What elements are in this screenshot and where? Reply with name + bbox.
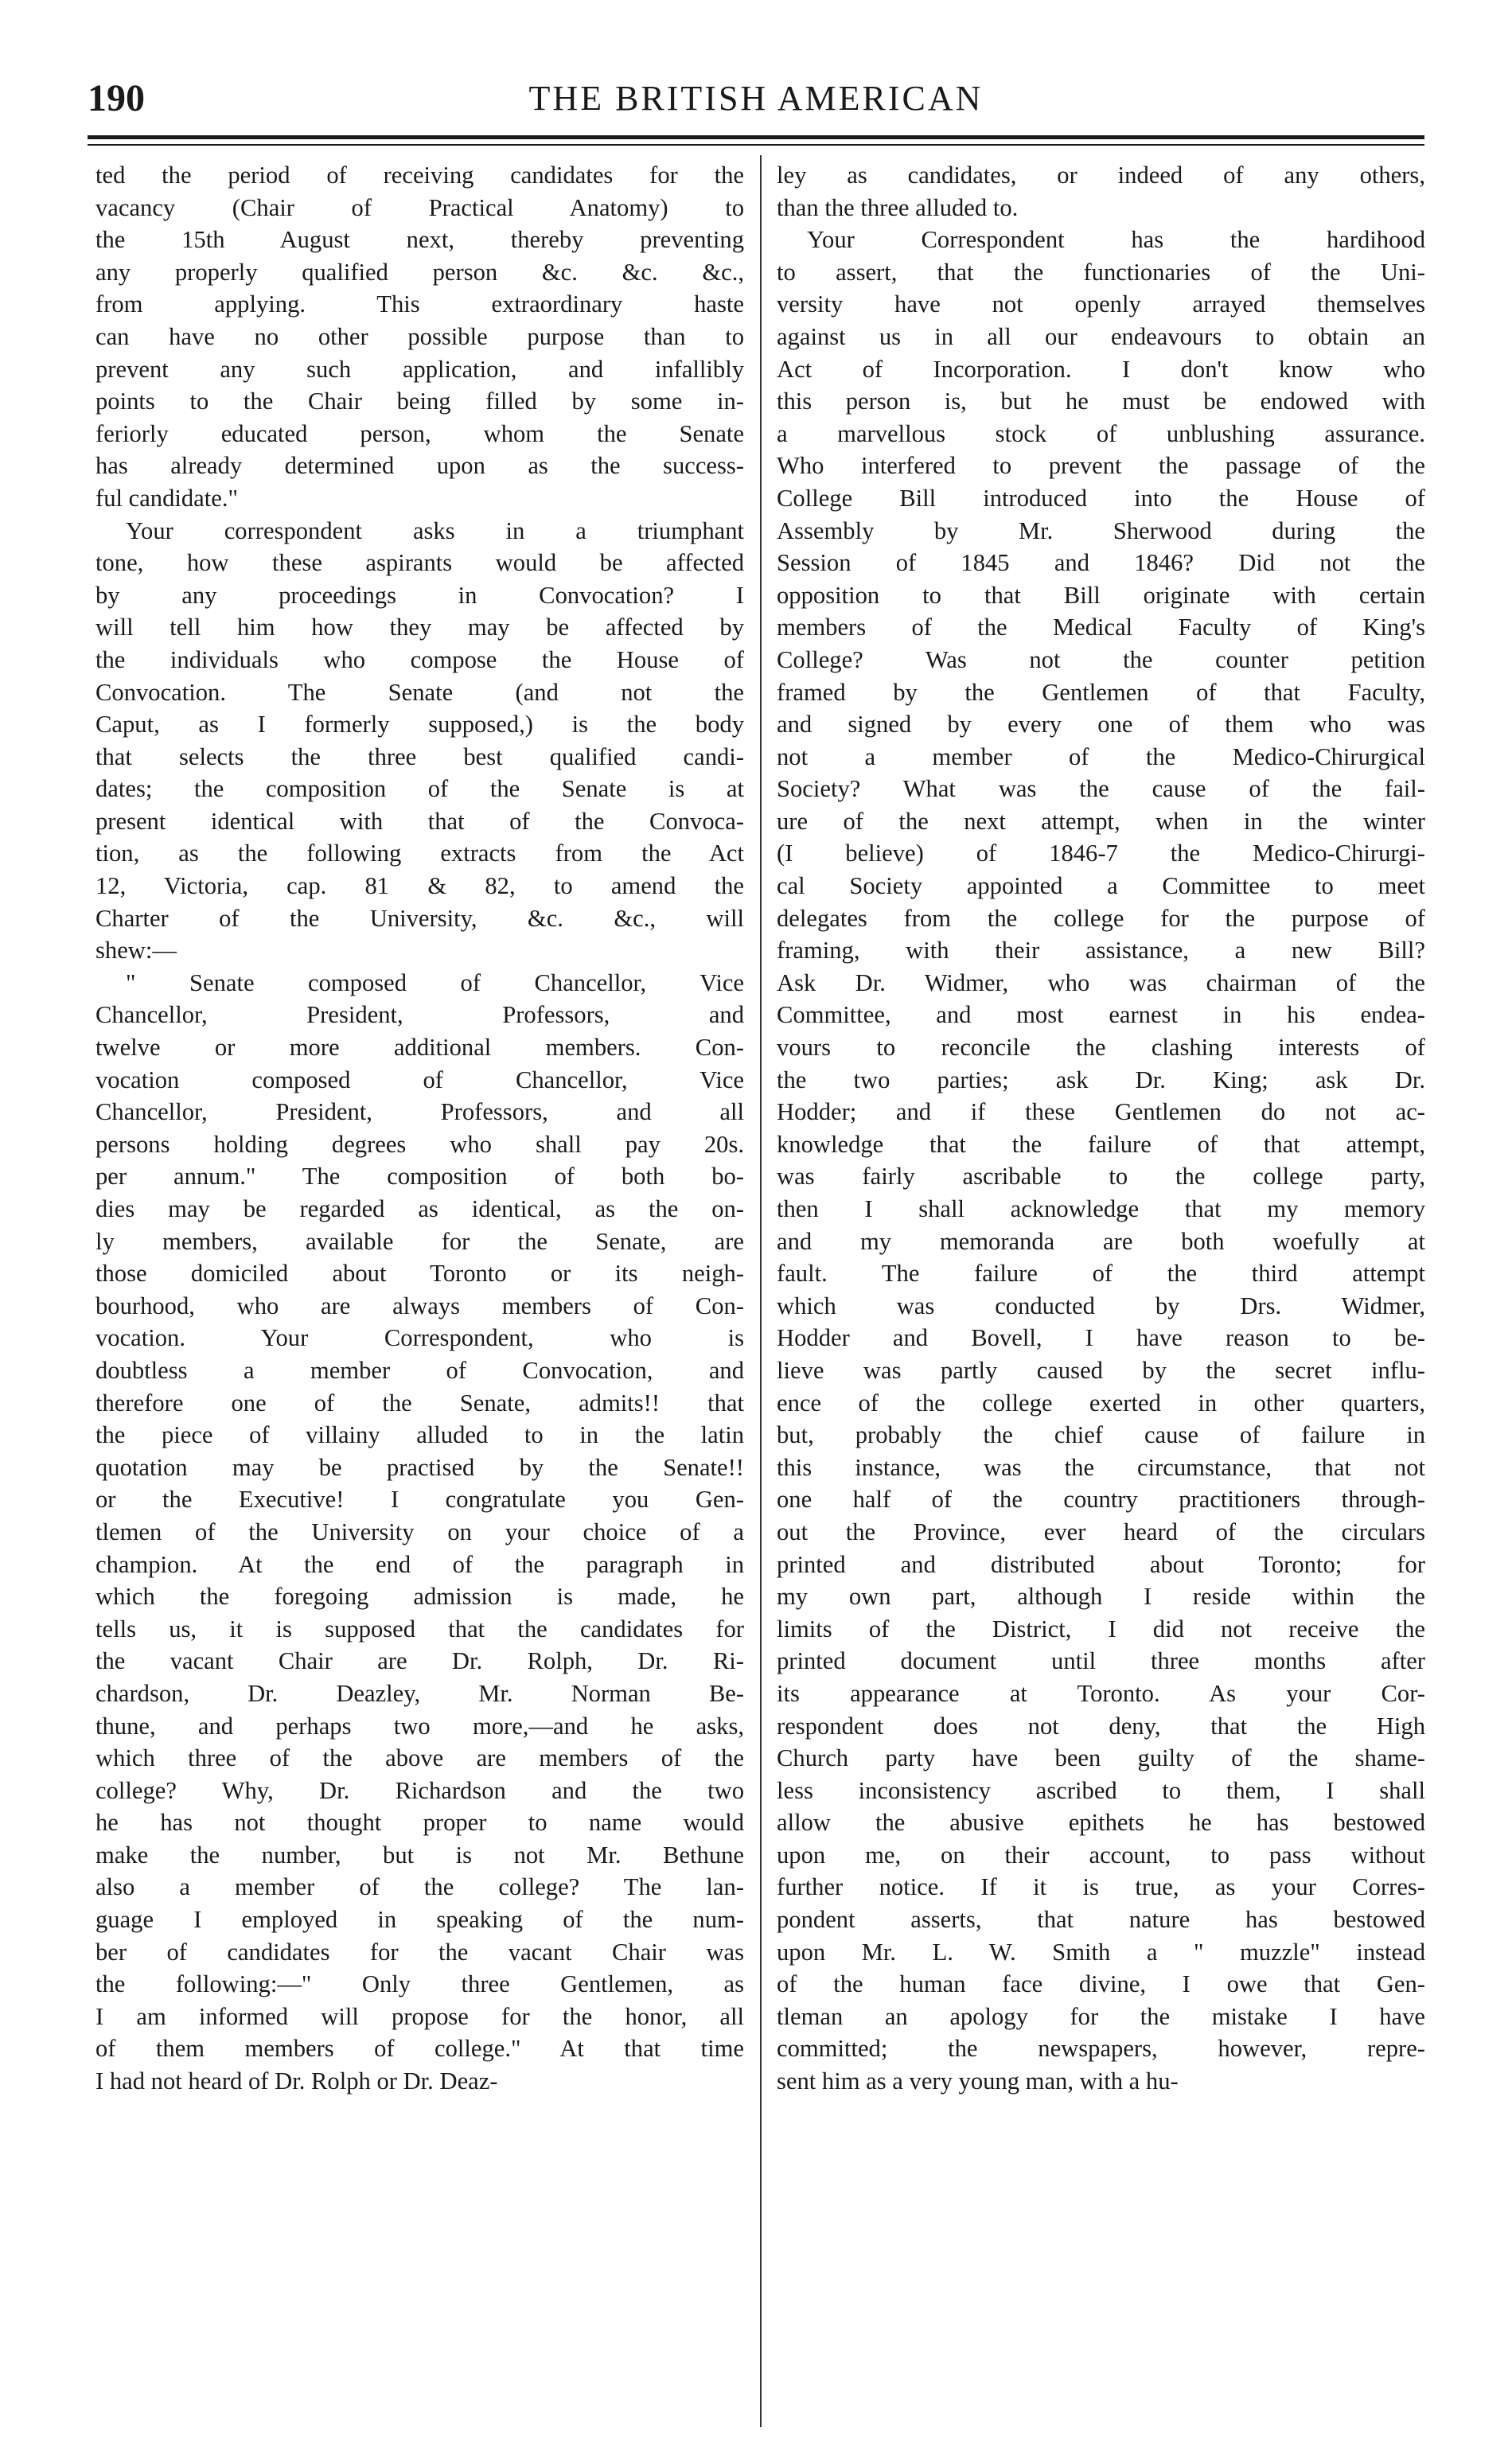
text-line: printed and distributed about Toronto; for: [777, 1550, 1425, 1578]
text-line: which the foregoing admission is made, he: [95, 1583, 744, 1611]
text-line: therefore one of the Senate, admits!! that: [95, 1389, 744, 1417]
text-line: Hodder; and if these Gentlemen do not ac-: [777, 1098, 1425, 1126]
text-line: doubtless a member of Convocation, and: [95, 1356, 744, 1384]
text-line: and my memoranda are both woefully at: [777, 1227, 1425, 1255]
text-line: (I believe) of 1846-7 the Medico-Chirurgi-: [777, 840, 1425, 867]
text-line: prevent any such application, and infallibly: [95, 355, 744, 383]
text-line: feriorly educated person, whom the Senate: [95, 419, 744, 447]
text-line: ure of the next attempt, when in the winter: [777, 807, 1425, 835]
text-line: was fairly ascribable to the college party,: [777, 1163, 1425, 1191]
text-line: shew:—: [95, 937, 177, 965]
text-line: opposition to that Bill originate with certain: [777, 581, 1425, 609]
text-line: thune, and perhaps two more,—and he asks,: [95, 1712, 744, 1740]
text-line: Church party have been guilty of the shame-: [777, 1744, 1425, 1772]
text-line: not a member of the Medico-Chirurgical: [777, 742, 1425, 770]
text-line: tion, as the following extracts from the Act: [95, 840, 744, 867]
text-line: tlemen of the University on your choice of a: [95, 1518, 744, 1545]
text-line: can have no other possible purpose than to: [95, 322, 744, 350]
text-line: this person is, but he must be endowed with: [777, 388, 1425, 415]
text-line: which was conducted by Drs. Widmer,: [777, 1292, 1425, 1319]
text-line: committed; the newspapers, however, repre-: [777, 2035, 1425, 2063]
text-line: a marvellous stock of unblushing assurance.: [777, 419, 1425, 447]
text-line: ful candidate.": [95, 484, 238, 512]
text-line: less inconsistency ascribed to them, I shall: [777, 1776, 1425, 1804]
text-line: tleman an apology for the mistake I have: [777, 2002, 1425, 2030]
text-line: allow the abusive epithets he has bestowed: [777, 1809, 1425, 1837]
text-line: lieve was partly caused by the secret influ-: [777, 1356, 1425, 1384]
text-line: vacancy (Chair of Practical Anatomy) to: [95, 193, 744, 221]
text-line: Charter of the University, &c. &c., will: [95, 904, 744, 932]
text-line: ence of the college exerted in other quarters,: [777, 1389, 1425, 1417]
text-line: the vacant Chair are Dr. Rolph, Dr. Ri-: [95, 1647, 744, 1675]
text-line: make the number, but is not Mr. Bethune: [95, 1841, 744, 1869]
text-line: also a member of the college? The lan-: [95, 1873, 744, 1901]
text-line: any properly qualified person &c. &c. &c.,: [95, 258, 744, 286]
text-line: points to the Chair being filled by some in-: [95, 388, 744, 415]
text-line: Convocation. The Senate (and not the: [95, 678, 744, 706]
text-line: by any proceedings in Convocation? I: [95, 581, 744, 609]
text-line: ly members, available for the Senate, are: [95, 1227, 744, 1255]
text-line: Committee, and most earnest in his endea-: [777, 1001, 1425, 1029]
text-line: the individuals who compose the House of: [95, 645, 744, 673]
text-line: dies may be regarded as identical, as the on-: [95, 1195, 744, 1222]
text-line: those domiciled about Toronto or its neigh-: [95, 1260, 744, 1288]
text-line: vocation composed of Chancellor, Vice: [95, 1066, 744, 1093]
text-line: I am informed will propose for the honor, all: [95, 2002, 744, 2030]
text-line: Ask Dr. Widmer, who was chairman of the: [777, 968, 1425, 996]
text-line: that selects the three best qualified candi-: [95, 742, 744, 770]
text-line: framing, with their assistance, a new Bill?: [777, 937, 1425, 965]
text-line: or the Executive! I congratulate you Gen-: [95, 1486, 744, 1514]
text-line: knowledge that the failure of that attempt,: [777, 1130, 1425, 1158]
text-line: Act of Incorporation. I don't know who: [777, 355, 1425, 383]
text-line: 12, Victoria, cap. 81 & 82, to amend the: [95, 872, 744, 900]
text-line: has already determined upon as the success-: [95, 452, 744, 480]
text-line: Chancellor, President, Professors, and all: [95, 1098, 744, 1126]
text-line: will tell him how they may be affected by: [95, 614, 744, 641]
text-line: from applying. This extraordinary haste: [95, 290, 744, 318]
text-line: ber of candidates for the vacant Chair was: [95, 1938, 744, 1966]
text-line: guage I employed in speaking of the num-: [95, 1906, 744, 1934]
text-line: the following:—" Only three Gentlemen, as: [95, 1970, 744, 1998]
text-line: persons holding degrees who shall pay 20s.: [95, 1130, 744, 1158]
text-line: Session of 1845 and 1846? Did not the: [777, 549, 1425, 577]
text-line: than the three alluded to.: [777, 193, 1019, 221]
text-line: the two parties; ask Dr. King; ask Dr.: [777, 1066, 1425, 1093]
running-title: THE BRITISH AMERICAN: [528, 79, 984, 118]
text-line: which three of the above are members of the: [95, 1744, 744, 1772]
text-line: my own part, although I reside within the: [777, 1583, 1425, 1611]
text-line: cal Society appointed a Committee to meet: [777, 872, 1425, 900]
text-line: framed by the Gentlemen of that Faculty,: [777, 678, 1425, 706]
text-line: versity have not openly arrayed themselves: [777, 290, 1425, 318]
text-line: of the human face divine, I owe that Gen-: [777, 1970, 1425, 1998]
text-line: dates; the composition of the Senate is at: [95, 775, 744, 803]
text-line: one half of the country practitioners through-: [777, 1486, 1425, 1514]
text-line: twelve or more additional members. Con-: [95, 1034, 744, 1062]
text-line: fault. The failure of the third attempt: [777, 1260, 1425, 1288]
right-column: [777, 159, 1425, 2098]
text-line: ley as candidates, or indeed of any others,: [777, 162, 1425, 189]
text-line: ted the period of receiving candidates for the: [95, 162, 744, 189]
text-line: printed document until three months after: [777, 1647, 1425, 1675]
text-line: Hodder and Bovell, I have reason to be-: [777, 1324, 1425, 1352]
page-header: [88, 76, 1424, 132]
text-line: Who interfered to prevent the passage of the: [777, 452, 1425, 480]
text-line: Chancellor, President, Professors, and: [95, 1001, 744, 1029]
text-line: quotation may be practised by the Senate!!: [95, 1453, 744, 1481]
text-line: College Bill introduced into the House of: [777, 484, 1425, 512]
header-rule-thick: [88, 135, 1424, 139]
text-line: tone, how these aspirants would be affected: [95, 549, 744, 577]
header-rule-thin: [88, 144, 1424, 146]
text-line: he has not thought proper to name would: [95, 1809, 744, 1837]
text-line: pondent asserts, that nature has bestowed: [777, 1906, 1425, 1934]
text-line: further notice. If it is true, as your Corres-: [777, 1873, 1425, 1901]
text-line: " Senate composed of Chancellor, Vice: [126, 968, 744, 996]
text-line: respondent does not deny, that the High: [777, 1712, 1425, 1740]
text-line: to assert, that the functionaries of the Uni-: [777, 258, 1425, 286]
text-line: of them members of college." At that time: [95, 2035, 744, 2063]
text-line: its appearance at Toronto. As your Cor-: [777, 1679, 1425, 1707]
column-divider: [760, 155, 762, 2427]
text-line: chardson, Dr. Deazley, Mr. Norman Be-: [95, 1679, 744, 1707]
text-line: College? Was not the counter petition: [777, 645, 1425, 673]
text-line: the 15th August next, thereby preventing: [95, 226, 744, 254]
text-line: present identical with that of the Convoca-: [95, 807, 744, 835]
text-line: vours to reconcile the clashing interests of: [777, 1034, 1425, 1062]
text-line: delegates from the college for the purpose of: [777, 904, 1425, 932]
text-line: Your Correspondent has the hardihood: [807, 226, 1425, 254]
text-line: out the Province, ever heard of the circulars: [777, 1518, 1425, 1545]
text-line: upon me, on their account, to pass without: [777, 1841, 1425, 1869]
page-number: 190: [88, 77, 145, 119]
text-line: Your correspondent asks in a triumphant: [126, 516, 744, 544]
text-line: limits of the District, I did not receive the: [777, 1615, 1425, 1643]
text-line: Assembly by Mr. Sherwood during the: [777, 516, 1425, 544]
text-line: the piece of villainy alluded to in the latin: [95, 1421, 744, 1449]
text-line: tells us, it is supposed that the candidates for: [95, 1615, 744, 1643]
text-line: Caput, as I formerly supposed,) is the body: [95, 711, 744, 738]
text-line: and signed by every one of them who was: [777, 711, 1425, 738]
text-line: then I shall acknowledge that my memory: [777, 1195, 1425, 1222]
text-line: champion. At the end of the paragraph in: [95, 1550, 744, 1578]
text-line: vocation. Your Correspondent, who is: [95, 1324, 744, 1352]
text-line: college? Why, Dr. Richardson and the two: [95, 1776, 744, 1804]
text-line: members of the Medical Faculty of King's: [777, 614, 1425, 641]
text-line: I had not heard of Dr. Rolph or Dr. Deaz-: [95, 2067, 498, 2095]
text-line: upon Mr. L. W. Smith a " muzzle" instead: [777, 1938, 1425, 1966]
left-column: [95, 159, 744, 2098]
text-line: sent him as a very young man, with a hu-: [777, 2067, 1179, 2095]
text-line: against us in all our endeavours to obtain an: [777, 322, 1425, 350]
text-line: this instance, was the circumstance, that not: [777, 1453, 1425, 1481]
text-line: but, probably the chief cause of failure in: [777, 1421, 1425, 1449]
text-line: per annum." The composition of both bo-: [95, 1163, 744, 1191]
text-line: bourhood, who are always members of Con-: [95, 1292, 744, 1319]
text-line: Society? What was the cause of the fail-: [777, 775, 1425, 803]
